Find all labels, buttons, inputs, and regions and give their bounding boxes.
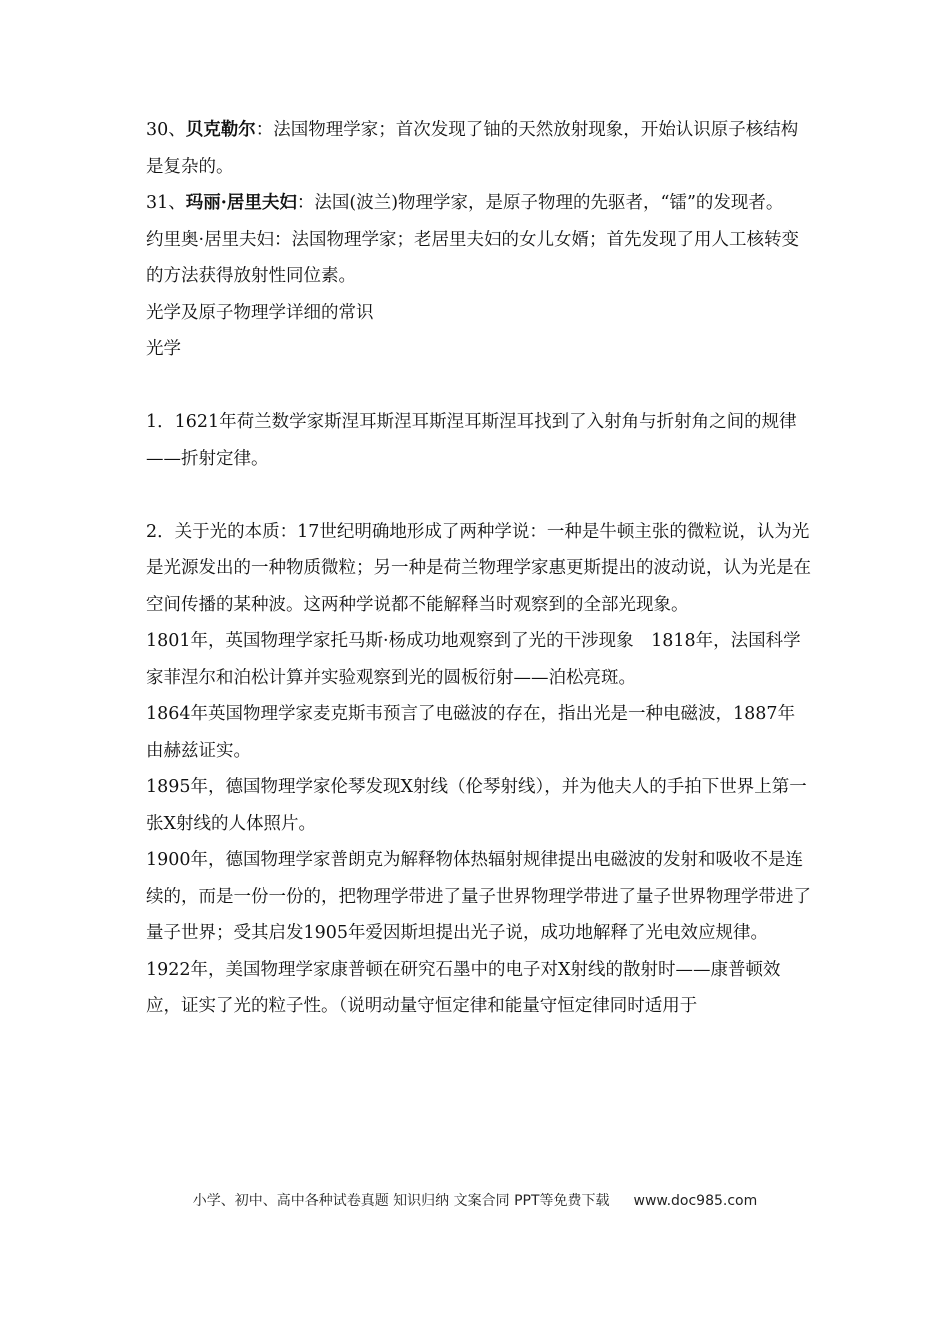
section-heading: 光学及原子物理学详细的常识: [146, 302, 374, 323]
paragraph-1895: 1895年，德国物理学家伦琴发现X射线（伦琴射线），并为他夫人的手拍下世界上第一张X射线的人体照片。: [146, 777, 807, 834]
paragraph-number: 30、: [146, 120, 186, 140]
paragraph-number: 31、: [146, 193, 186, 213]
paragraph-curie: [146, 185, 811, 222]
footer-text: 小学、初中、高中各种试卷真题 知识归纳 文案合同 PPT等免费下载: [192, 1193, 610, 1209]
paragraph-1900: 1900年，德国物理学家普朗克为解释物体热辐射规律提出电磁波的发射和吸收不是连续的，而是一份一份的，把物理学带进了量子世界物理学带进了量子世界物理学带进了量子世界；受其启发1905年爱因斯坦提出光子说，成功地解释了光电效应规律。: [146, 850, 811, 943]
person-name-bold: 贝克勒尔: [185, 120, 256, 140]
paragraph-1801: 1801年，英国物理学家托马斯·杨成功地观察到了光的干涉现象 1818年，法国科学家菲涅尔和泊松计算并实验观察到光的圆板衍射——泊松亮斑。: [146, 631, 801, 688]
page-footer: [0, 1190, 950, 1210]
paragraph-text: ：法国(波兰)物理学家，是原子物理的先驱者，“镭”的发现者。: [296, 193, 784, 213]
paragraph-becquerel: [146, 112, 811, 185]
paragraph-joliot-curie: 约里奥·居里夫妇：法国物理学家；老居里夫妇的女儿女婿；首先发现了用人工核转变的方法获得放射性同位素。: [146, 229, 800, 286]
paragraph-item-2: 2．关于光的本质：17世纪明确地形成了两种学说：一种是牛顿主张的微粒说，认为光是光源发出的一种物质微粒；另一种是荷兰物理学家惠更斯提出的波动说，认为光是在空间传播的某种波。这两种学说都不能解释当时观察到的全部光现象。: [146, 521, 811, 615]
person-name-bold: 玛丽·居里夫妇: [185, 193, 297, 213]
footer-url: www.doc985.com: [633, 1193, 758, 1209]
paragraph-text: ：法国物理学家；首次发现了铀的天然放射现象，开始认识原子核结构是复杂的。: [146, 120, 799, 177]
paragraph-1864: 1864年英国物理学家麦克斯韦预言了电磁波的存在，指出光是一种电磁波，1887年由赫兹证实。: [146, 704, 796, 761]
document-body: [146, 112, 811, 1025]
subsection-heading: 光学: [146, 339, 181, 359]
paragraph-item-1: 1．1621年荷兰数学家斯涅耳斯涅耳斯涅耳斯涅耳找到了入射角与折射角之间的规律——折射定律。: [146, 412, 797, 469]
paragraph-1922: 1922年，美国物理学家康普顿在研究石墨中的电子对X射线的散射时——康普顿效应，证实了光的粒子性。（说明动量守恒定律和能量守恒定律同时适用于: [146, 959, 781, 1016]
